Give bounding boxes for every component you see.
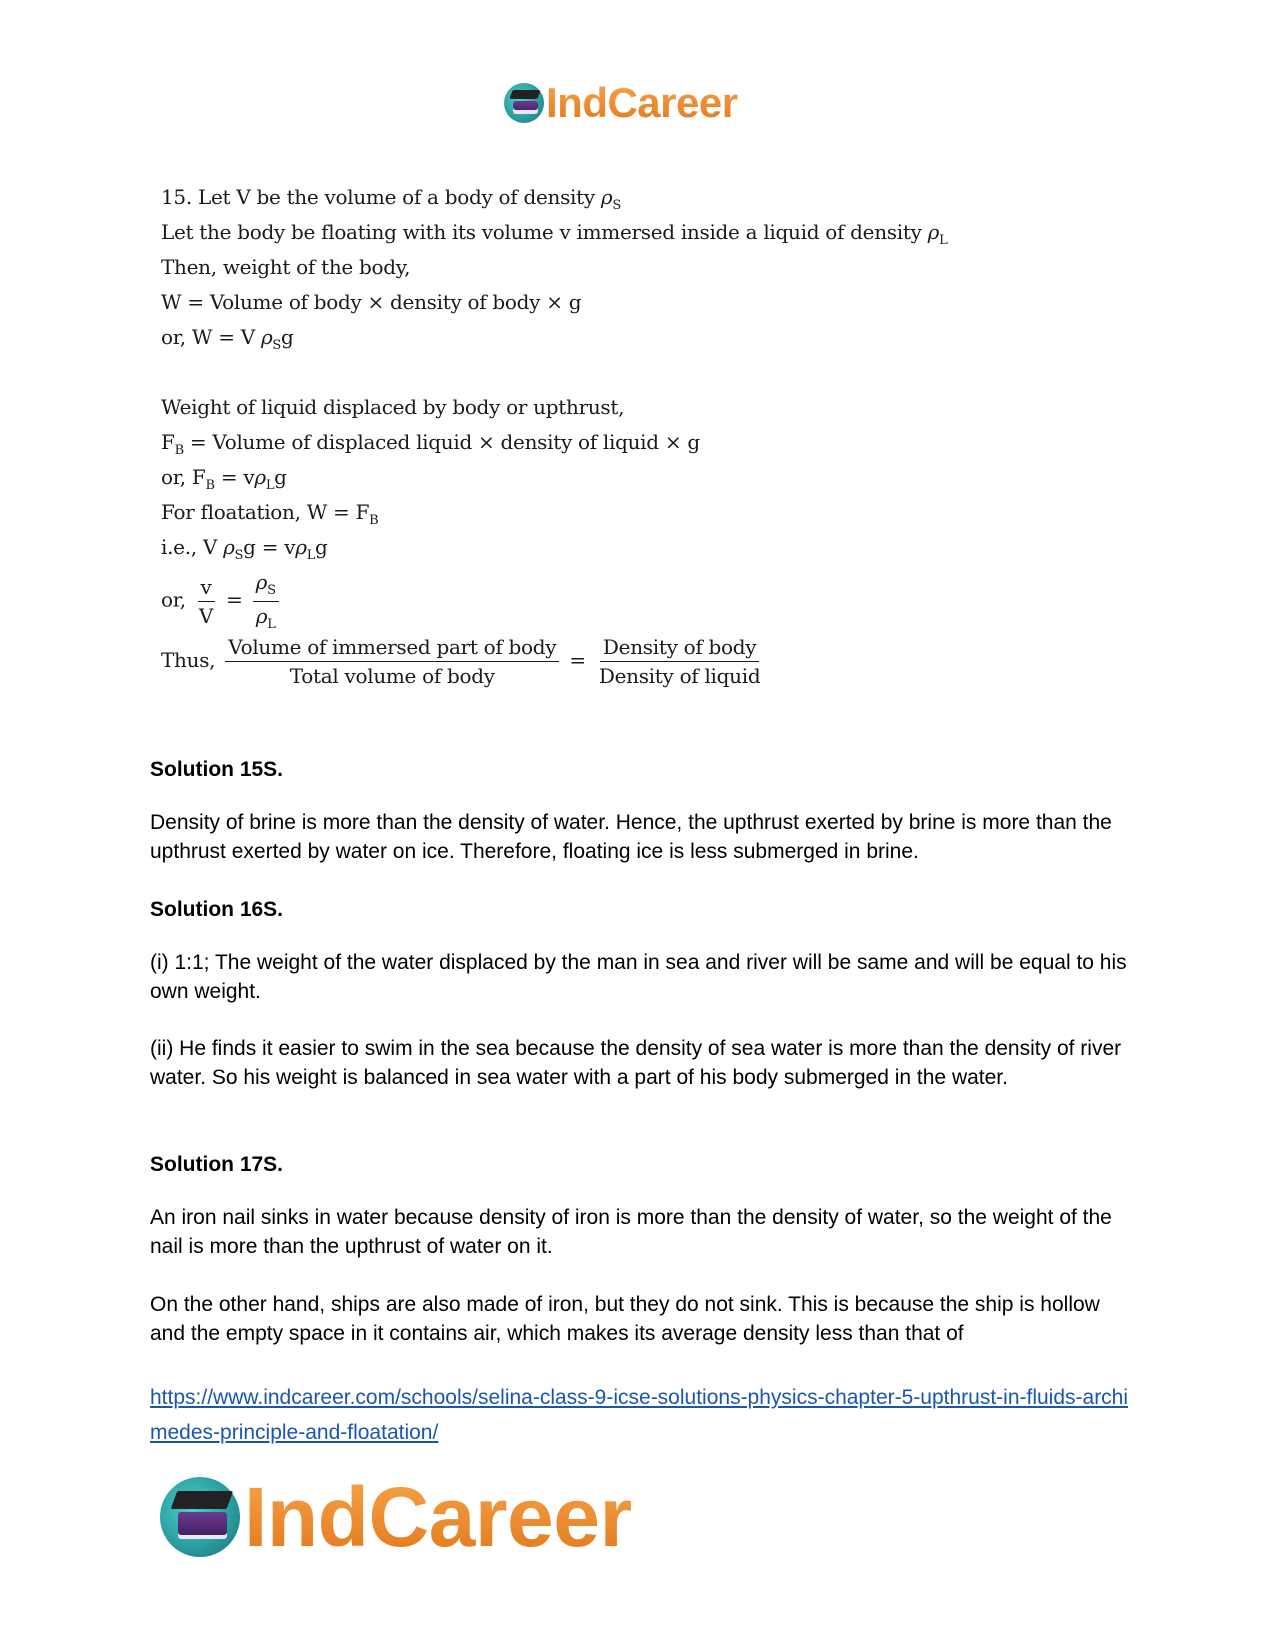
fraction-volume-ratio: $\frac{\text{Volume of immersed part of body}}{\text{Total volume of body}}$ bbox=[225, 635, 559, 688]
logo-text: IndCareer bbox=[244, 1470, 632, 1564]
solution-16s-paragraph-2: (ii) He finds it easier to swim in the sea because the density of sea water is more than the density of river water. So his weight is balanced in sea water with a part of his body submerged in the water. bbox=[150, 1037, 1122, 1089]
math-line-3: Then, weight of the body, bbox=[161, 255, 411, 279]
math-line-12: Thus, $\frac{\text{Volume of immersed part of body}}{\text{Total volume of body}}$ = $\frac{\text{Density of body}}{\text{Density of liquid}}$ bbox=[161, 635, 767, 688]
fraction-v-over-V: $\frac{v}{V}$ bbox=[198, 574, 214, 628]
graduation-book-icon bbox=[160, 1477, 240, 1557]
source-page-link[interactable]: https://www.indcareer.com/schools/selina-class-9-icse-solutions-physics-chapter-5-upthrust-in-fluids-archimedes-principle-and-floatation/ bbox=[150, 1386, 1129, 1444]
math-line-4: W = Volume of body × density of body × g bbox=[161, 290, 582, 314]
graduation-book-icon bbox=[504, 83, 544, 123]
solution-15s-heading: Solution 15S. bbox=[150, 758, 284, 781]
math-line-2: Let the body be floating with its volume v immersed inside a liquid of density $\rho_L$ bbox=[161, 220, 948, 248]
solution-15s-paragraph: Density of brine is more than the density of water. Hence, the upthrust exerted by brine is more than the upthrust exerted by water on ice. Therefore, floating ice is less submerged in brine. bbox=[150, 811, 1112, 863]
math-line-11: or, $\frac{v}{V}$ = $\frac{\rho_S}{\rho_L}$ bbox=[161, 570, 283, 632]
math-line-1: 15. Let V be the volume of a body of density $\rho_S$ bbox=[161, 185, 621, 213]
math-line-7: $F_B$ = Volume of displaced liquid × density of liquid × g bbox=[161, 430, 700, 458]
fraction-density-ratio: $\frac{\text{Density of body}}{\text{Density of liquid}}$ bbox=[598, 635, 761, 688]
math-line-10: i.e., V $\rho_Sg = v\rho_Lg$ bbox=[161, 535, 328, 563]
solution-17s-heading: Solution 17S. bbox=[150, 1153, 284, 1176]
fraction-rho-s-over-rho-l: $\frac{\rho_S}{\rho_L}$ bbox=[253, 570, 279, 632]
math-line-8: or, $F_B = v\rho_Lg$ bbox=[161, 465, 287, 493]
solution-17s-paragraph-2: On the other hand, ships are also made of iron, but they do not sink. This is because the ship is hollow and the empty space in it contains air, which makes its average density less than that of bbox=[150, 1293, 1100, 1345]
solution-17s-paragraph-1: An iron nail sinks in water because density of iron is more than the density of water, so the weight of the nail is more than the upthrust of water on it. bbox=[150, 1206, 1112, 1258]
logo-text: IndCareer bbox=[546, 79, 738, 126]
indcareer-logo-header bbox=[504, 80, 738, 126]
solution-16s-heading: Solution 16S. bbox=[150, 898, 284, 921]
math-line-6: Weight of liquid displaced by body or upthrust, bbox=[161, 395, 625, 419]
solution-16s-paragraph-1: (i) 1:1; The weight of the water displaced by the man in sea and river will be same and will be equal to his own weight. bbox=[150, 951, 1127, 1003]
math-line-9: For floatation, $W = F_B$ bbox=[161, 500, 379, 528]
math-line-5: or, W = V $\rho_Sg$ bbox=[161, 325, 294, 353]
indcareer-logo-footer bbox=[160, 1470, 632, 1564]
